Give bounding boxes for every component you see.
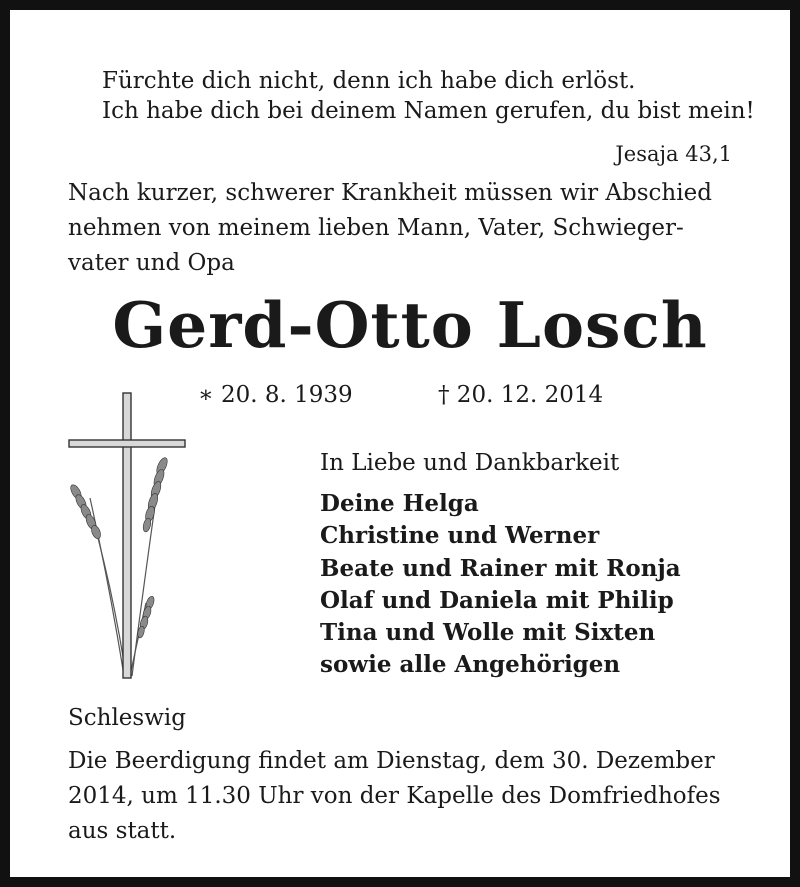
intro-line-1: Nach kurzer, schwerer Krankheit müssen wir Abschied: [68, 180, 712, 206]
deceased-name: Gerd-Otto Losch: [112, 288, 708, 362]
mourner-name: Deine Helga: [320, 490, 479, 517]
intro-line-3: vater und Opa: [68, 250, 235, 276]
motto-line-1: Fürchte dich nicht, denn ich habe dich erlöst.: [102, 68, 636, 94]
birth-date: ∗ 20. 8. 1939: [198, 382, 353, 408]
funeral-line-1: Die Beerdigung findet am Dienstag, dem 30. Dezember: [68, 748, 715, 774]
sign-off: In Liebe und Dankbarkeit: [320, 450, 620, 476]
mourner-name: Tina und Wolle mit Sixten: [320, 619, 656, 647]
death-date: † 20. 12. 2014: [438, 382, 604, 408]
mourner-list: [320, 488, 681, 682]
motto-source: Jesaja 43,1: [615, 142, 732, 166]
intro-line-2: nehmen von meinem lieben Mann, Vater, Schwieger-: [68, 215, 684, 241]
mourner-name: Christine und Werner: [320, 522, 600, 550]
mourner-name: Beate und Rainer mit Ronja: [320, 554, 681, 582]
place: Schleswig: [68, 705, 186, 731]
cross-with-wheat-icon: [62, 388, 192, 683]
funeral-line-3: aus statt.: [68, 818, 177, 844]
funeral-line-2: 2014, um 11.30 Uhr von der Kapelle des Domfriedhofes: [68, 783, 721, 809]
mourner-name: sowie alle Angehörigen: [320, 651, 621, 679]
motto-line-2: Ich habe dich bei deinem Namen gerufen, du bist mein!: [102, 98, 755, 124]
mourner-name: Olaf und Daniela mit Philip: [320, 586, 674, 614]
